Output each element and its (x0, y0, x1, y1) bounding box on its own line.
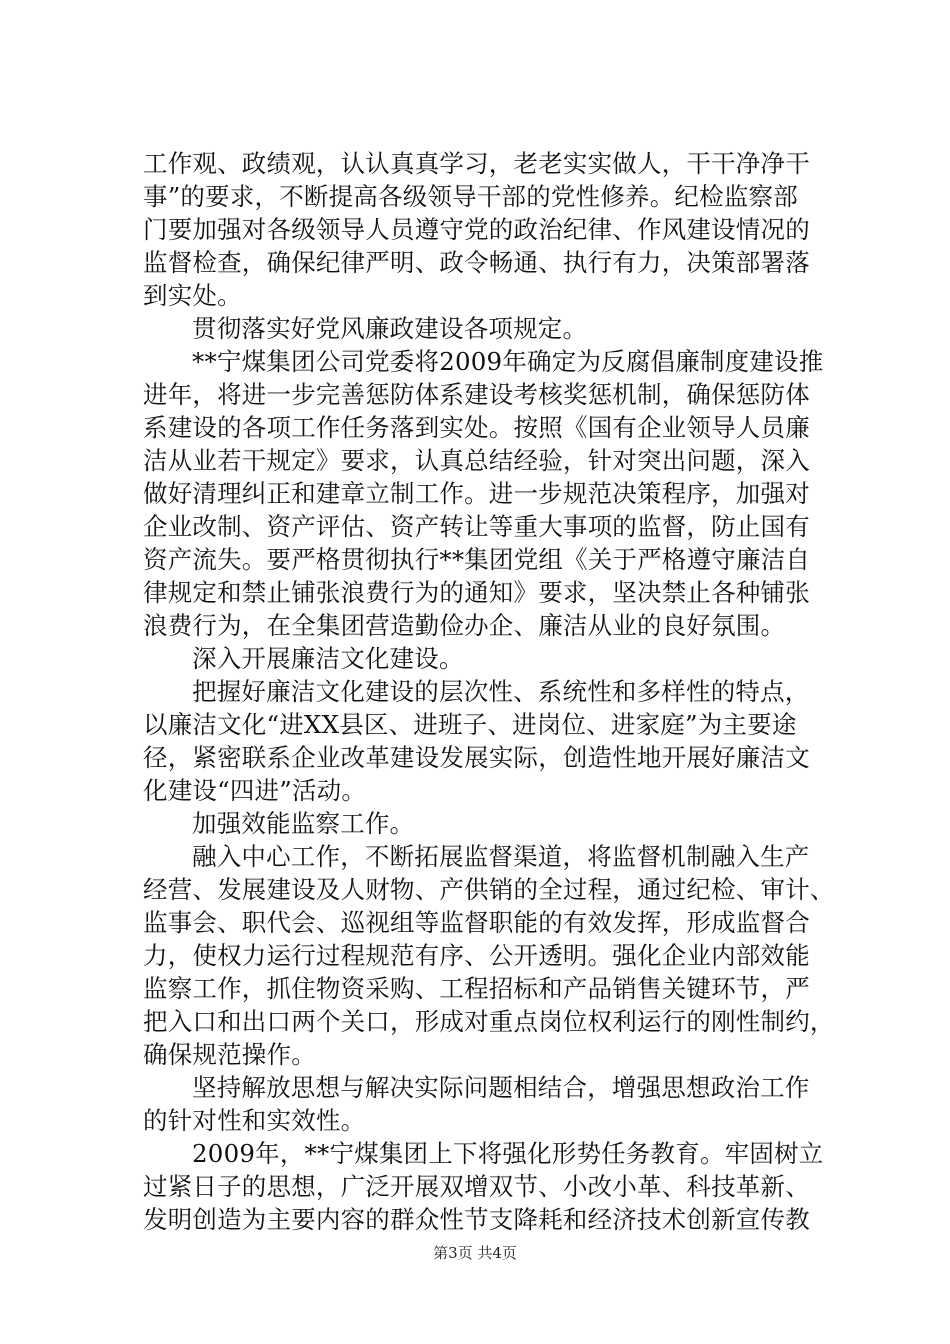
text-line: 经营、发展建设及人财物、产供销的全过程，通过纪检、审计、 (143, 875, 835, 904)
text-line: 监察工作，抓住物资采购、工程招标和产品销售关键环节，严 (143, 974, 810, 1003)
paragraph-first-line: **宁煤集团公司党委将2009年确定为反腐倡廉制度建设推 (192, 347, 824, 376)
text-line: 监督检查，确保纪律严明、政令畅通、执行有力，决策部署落 (143, 248, 810, 277)
text-line: 把入口和出口两个关口，形成对重点岗位权利运行的刚性制约， (143, 1007, 835, 1036)
paragraph-first-line: 把握好廉洁文化建设的层次性、系统性和多样性的特点， (192, 677, 810, 706)
text-line: 洁从业若干规定》要求，认真总结经验，针对突出问题，深入 (143, 446, 810, 475)
text-line: 化建设“四进”活动。 (143, 776, 367, 805)
text-line: 过紧日子的思想，广泛开展双增双节、小改小革、科技革新、 (143, 1172, 810, 1201)
text-line: 资产流失。要严格贯彻执行**集团党组《关于严格遵守廉洁自 (143, 545, 811, 574)
section-heading: 加强效能监察工作。 (192, 809, 415, 838)
text-line: 门要加强对各级领导人员遵守党的政治纪律、作风建设情况的 (143, 215, 810, 244)
text-line: 的针对性和实效性。 (143, 1106, 366, 1135)
text-line: 律规定和禁止铺张浪费行为的通知》要求，坚决禁止各种铺张 (143, 578, 810, 607)
text-line: 径，紧密联系企业改革建设发展实际，创造性地开展好廉洁文 (143, 743, 810, 772)
section-heading: 坚持解放思想与解决实际问题相结合，增强思想政治工作 (192, 1073, 810, 1102)
paragraph-first-line: 融入中心工作，不断拓展监督渠道，将监督机制融入生产 (192, 842, 810, 871)
text-line: 事”的要求，不断提高各级领导干部的党性修养。纪检监察部 (143, 182, 798, 211)
page-footer (0, 1243, 950, 1263)
text-line: 企业改制、资产评估、资产转让等重大事项的监督，防止国有 (143, 512, 810, 541)
text-line: 监事会、职代会、巡视组等监督职能的有效发挥，形成监督合 (143, 908, 810, 937)
body-text (143, 147, 833, 1236)
text-line: 力，使权力运行过程规范有序、公开透明。强化企业内部效能 (143, 941, 810, 970)
text-line: 确保规范操作。 (143, 1040, 316, 1069)
text-line: 发明创造为主要内容的群众性节支降耗和经济技术创新宣传教 (143, 1205, 810, 1234)
text-line: 进年，将进一步完善惩防体系建设考核奖惩机制，确保惩防体 (143, 380, 810, 409)
text-line: 工作观、政绩观，认认真真学习，老老实实做人，干干净净干 (143, 149, 810, 178)
text-line: 到实处。 (143, 281, 242, 310)
page-number: 第3页 共4页 (433, 1244, 517, 1262)
paragraph-first-line: 2009年，**宁煤集团上下将强化形势任务教育。牢固树立 (192, 1139, 824, 1168)
section-heading: 贯彻落实好党风廉政建设各项规定。 (192, 314, 588, 343)
text-line: 做好清理纠正和建章立制工作。进一步规范决策程序，加强对 (143, 479, 810, 508)
text-line: 系建设的各项工作任务落到实处。按照《国有企业领导人员廉 (143, 413, 810, 442)
text-line: 以廉洁文化“进XX县区、进班子、进岗位、进家庭”为主要途 (143, 710, 797, 739)
section-heading: 深入开展廉洁文化建设。 (192, 644, 464, 673)
text-line: 浪费行为，在全集团营造勤俭办企、廉洁从业的良好氛围。 (143, 611, 786, 640)
